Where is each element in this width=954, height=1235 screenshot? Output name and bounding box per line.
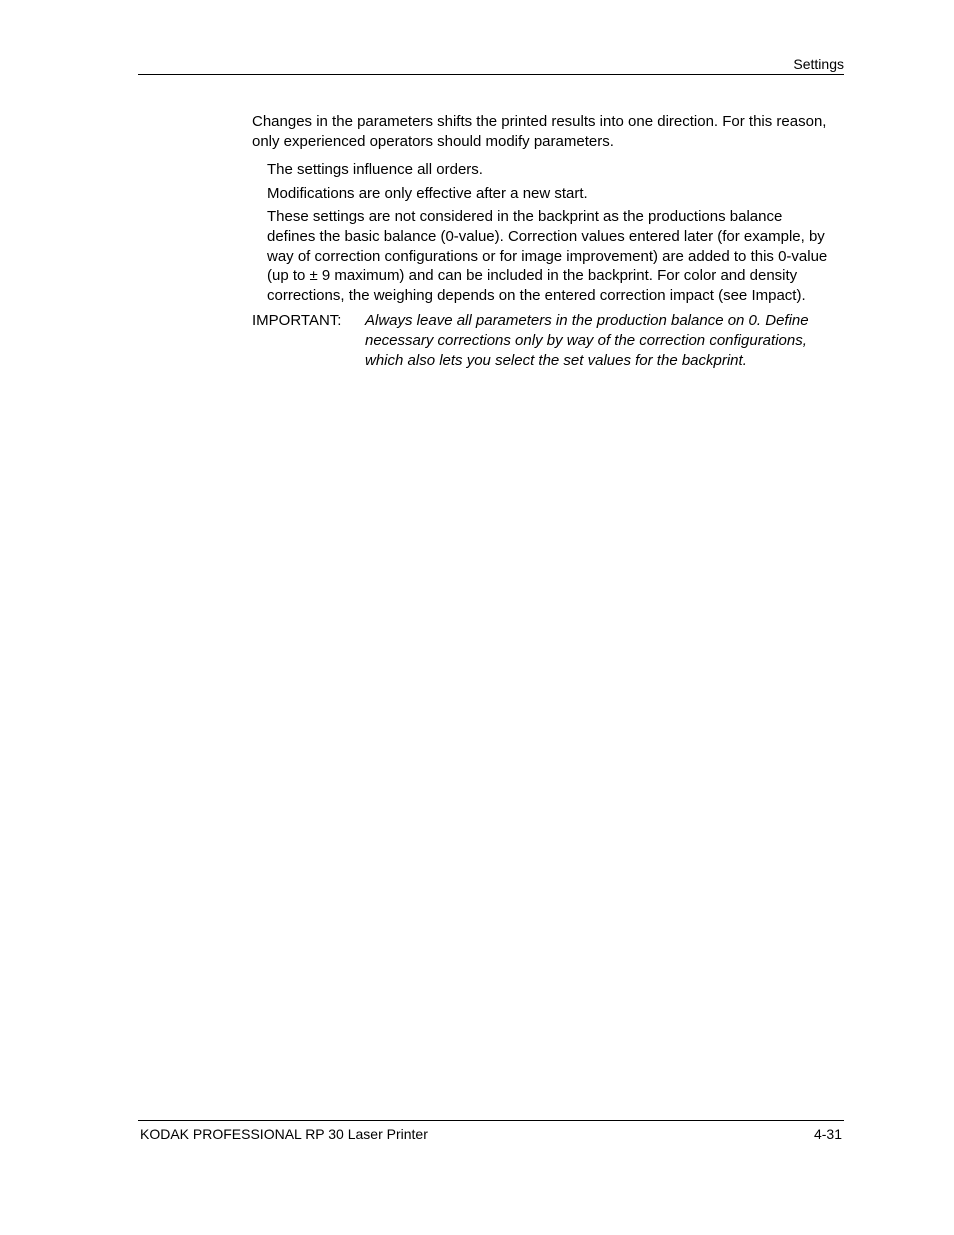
note-item: Modifications are only effective after a new start. bbox=[267, 184, 588, 202]
footer-document-title: KODAK PROFESSIONAL RP 30 Laser Printer bbox=[140, 1126, 428, 1142]
important-note bbox=[252, 311, 832, 370]
important-label: IMPORTANT: bbox=[252, 312, 342, 330]
header-section-title: Settings bbox=[793, 56, 844, 72]
footer-divider bbox=[138, 1120, 844, 1121]
footer-page-number: 4-31 bbox=[813, 1126, 842, 1142]
intro-paragraph: Changes in the parameters shifts the printed results into one direction. For this reason, only experienced operators should modify parameters. bbox=[252, 113, 827, 150]
important-text: Always leave all parameters in the production balance on 0. Define necessary corrections only by way of the correction configurations, which also lets you select the set values for the backprint. bbox=[365, 312, 809, 369]
note-item: These settings are not considered in the backprint as the productions balance defines the basic balance (0-value). Correction values entered later (for example, by way of correction configurations or for image improvement) are added to this 0-value (up to ± 9 maximum) and can be included in the backprint. For color and density corrections, the weighing depends on the entered correction impact (see Impact). bbox=[267, 208, 828, 304]
header-divider bbox=[138, 74, 844, 75]
note-item: The settings influence all orders. bbox=[267, 161, 483, 179]
page-content bbox=[252, 112, 832, 370]
